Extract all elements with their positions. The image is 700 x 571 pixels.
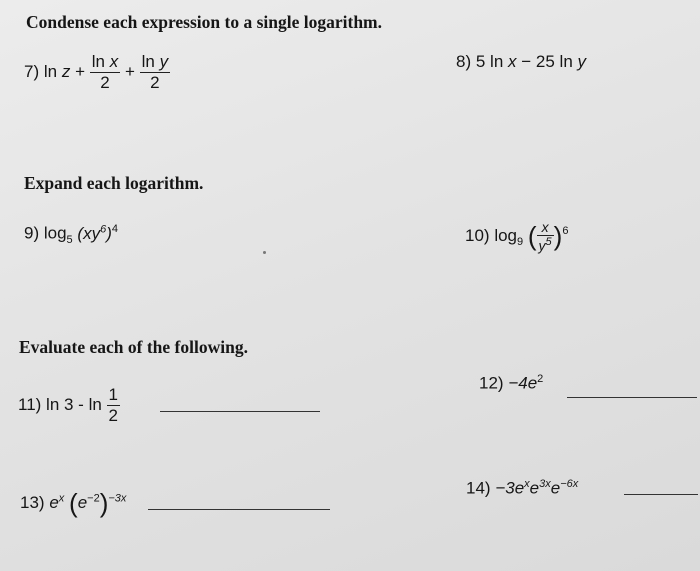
fraction-one-half: $\frac{1}{2}$ bbox=[108, 385, 118, 425]
problem-14: $14) -3e^xe^{3x}e^{-6x}$ bbox=[466, 478, 579, 498]
problem-number: 13) bbox=[20, 492, 45, 512]
problem-number: 14) bbox=[466, 478, 491, 498]
problem-number: 12) bbox=[479, 373, 504, 393]
problem-number: 11) bbox=[18, 394, 42, 414]
problem-12: $12) -4e^2$ bbox=[479, 373, 544, 393]
fraction-ln-y-over-2: $\frac{\text{ln y}}{2}$ bbox=[141, 52, 169, 92]
problem-9: 9) $\log_5 (xy^6)^4$ bbox=[24, 223, 118, 247]
heading-expand: Expand each logarithm. bbox=[24, 173, 204, 193]
answer-line-14[interactable] bbox=[624, 494, 698, 495]
fraction-ln-x-over-2: $\frac{\text{ln x}}{2}$ bbox=[91, 52, 119, 92]
paper-speck bbox=[263, 251, 266, 254]
answer-line-12[interactable] bbox=[567, 397, 697, 398]
problem-13: 13) $e^x$ $(e^{-2})^{-3x}$ bbox=[20, 488, 127, 518]
problem-number: 8) bbox=[456, 52, 472, 71]
heading-condense: Condense each expression to a single logarithm. bbox=[26, 12, 382, 32]
problem-number: 7) bbox=[24, 61, 40, 81]
problem-number: 10) bbox=[465, 225, 490, 245]
problem-8: 8) 5 ln x − 25 ln y bbox=[456, 52, 587, 71]
problem-11: 11) ln 3 - ln $\frac{1}{2}$ bbox=[18, 385, 118, 425]
problem-7: 7) ln z + $\frac{\text{ln x}}{2}$ + $\frac{\text{ln y}}{2}$ bbox=[24, 52, 169, 92]
problem-number: 9) bbox=[24, 223, 40, 243]
fraction-x-over-y5: $\frac{x}{y^5}$ bbox=[538, 219, 552, 254]
heading-evaluate: Evaluate each of the following. bbox=[19, 337, 248, 357]
answer-line-11[interactable] bbox=[160, 411, 320, 412]
answer-line-13[interactable] bbox=[148, 509, 330, 510]
problem-10: 10) $\log_9$ ( $\frac{x}{y^5}$ )$^6$ bbox=[465, 219, 569, 254]
